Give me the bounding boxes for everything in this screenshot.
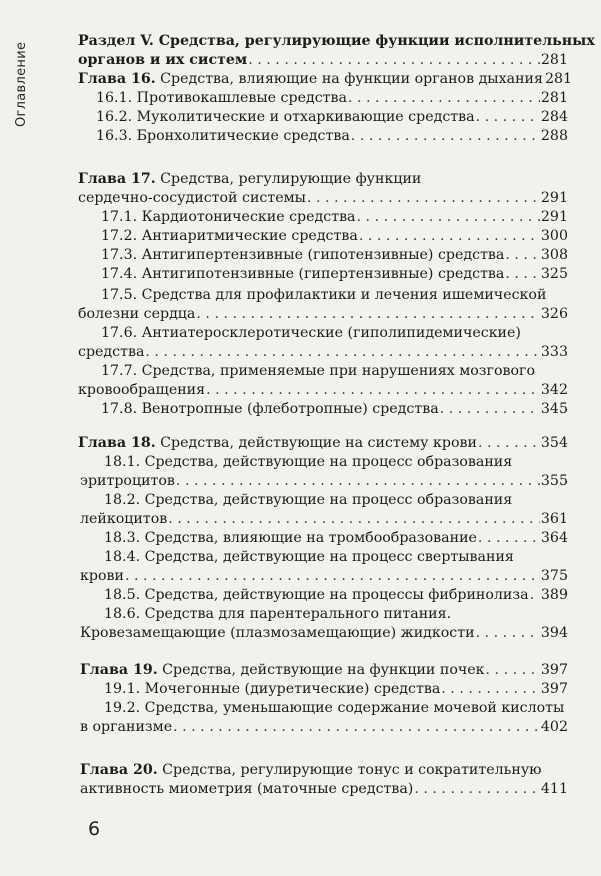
chapter-title-line <box>80 761 542 779</box>
page-ref: 284 <box>540 109 568 125</box>
section-entry <box>78 343 568 361</box>
leader-dots <box>348 89 540 107</box>
section-entry <box>96 127 568 145</box>
leader-dots <box>168 510 540 528</box>
section-entry <box>80 624 568 642</box>
chapter-title: Средства, действующие на функции почек <box>157 662 485 678</box>
page-ref: 288 <box>540 128 568 144</box>
page-ref: 375 <box>540 568 568 584</box>
section-entry <box>101 246 568 264</box>
leader-dots <box>176 472 540 490</box>
page-number: 6 <box>88 818 101 840</box>
leader-dots <box>505 265 540 283</box>
section-title: 19.2. Средства, уменьшающие содержание мочевой кислоты <box>104 700 565 716</box>
section-title: 18.5. Средства, действующие на процессы фибринолиза <box>104 587 529 603</box>
page-ref: 397 <box>540 681 568 697</box>
section-title-cont: эритроцитов <box>80 473 175 489</box>
section-title: 17.5. Средства для профилактики и лечения ишемической <box>101 287 547 303</box>
section-title: 18.2. Средства, действующие на процесс образования <box>104 492 513 508</box>
section-title: 17.4. Антигипотензивные (гипертензивные) средства <box>101 266 505 282</box>
section-title-cont: лейкоцитов <box>80 511 168 527</box>
page-ref: 364 <box>540 530 568 546</box>
chapter-entry <box>78 70 573 88</box>
page-ref: 411 <box>540 781 568 797</box>
section-entry <box>104 586 568 604</box>
section-title: 17.8. Венотропные (флеботропные) средства <box>101 401 439 417</box>
leader-dots <box>173 718 540 736</box>
page-ref: 389 <box>540 587 568 603</box>
page-ref: 325 <box>540 266 568 282</box>
section-title-cont: кровообращения <box>78 382 206 398</box>
leader-dots <box>145 343 540 361</box>
page-ref: 291 <box>540 209 568 225</box>
chapter-entry <box>78 434 568 452</box>
chapter-label: Глава 17. <box>78 171 156 187</box>
leader-dots <box>505 246 540 264</box>
section-entry <box>101 208 568 226</box>
leader-dots <box>351 127 540 145</box>
chapter-title-cont: сердечно-сосудистой системы <box>78 190 306 206</box>
section-title: 17.6. Антиатеросклеротические (гиполипидемические) <box>101 325 521 341</box>
page-ref: 394 <box>540 625 568 641</box>
section-entry <box>104 680 568 698</box>
leader-dots <box>307 189 540 207</box>
section-entry <box>101 400 568 418</box>
page-ref: 342 <box>540 382 568 398</box>
section-entry <box>80 472 568 490</box>
chapter-title: Средства, действующие на систему крови <box>155 435 477 451</box>
section-title: 18.4. Средства, действующие на процесс свертывания <box>104 549 514 565</box>
section-entry <box>78 381 568 399</box>
leader-dots <box>478 529 540 547</box>
page-ref: 355 <box>540 473 568 489</box>
leader-dots <box>530 586 540 604</box>
chapter-entry <box>78 189 568 207</box>
leader-dots <box>476 108 540 126</box>
chapter-entry <box>80 780 568 798</box>
leader-dots <box>486 661 540 679</box>
leader-dots <box>248 51 540 69</box>
leader-dots <box>476 624 540 642</box>
page-ref: 402 <box>540 719 568 735</box>
section-title: 18.1. Средства, действующие на процесс образования <box>104 454 513 470</box>
section-title-cont: болезни сердца <box>78 306 196 322</box>
chapter-entry <box>80 661 568 679</box>
chapter-title: Средства, влияющие на функции органов дыхания <box>155 71 543 87</box>
chapter-label: Глава 18. <box>78 435 156 451</box>
page-ref: 361 <box>540 511 568 527</box>
section-entry <box>80 567 568 585</box>
section-title: 17.7. Средства, применяемые при нарушениях мозгового <box>101 363 536 379</box>
page-ref: 281 <box>540 52 568 68</box>
section-title: 16.2. Муколитические и отхаркивающие средства <box>96 109 475 125</box>
chapter-label: Глава 16. <box>78 71 156 87</box>
section-title: 16.3. Бронхолитические средства <box>96 128 350 144</box>
chapter-title-line <box>78 170 421 188</box>
section-entry <box>96 108 568 126</box>
section-title: 18.6. Средства для парентерального питания. <box>104 606 452 622</box>
section-title: 18.3. Средства, влияющие на тромбообразование <box>104 530 477 546</box>
section-title: 16.1. Противокашлевые средства <box>96 90 347 106</box>
page-ref: 354 <box>540 435 568 451</box>
page-ref: 333 <box>540 344 568 360</box>
page-ref: 308 <box>540 247 568 263</box>
part-title: Раздел V. Средства, регулирующие функции исполнительных <box>78 33 595 49</box>
running-head: Оглавление <box>14 42 29 128</box>
section-entry <box>104 529 568 547</box>
section-title-cont: Кровезамещающие (плазмозамещающие) жидкости <box>80 625 475 641</box>
leader-dots <box>359 227 540 245</box>
chapter-title-cont: активность миометрия (маточные средства) <box>80 781 414 797</box>
leader-dots <box>125 567 540 585</box>
leader-dots <box>206 381 540 399</box>
leader-dots <box>414 780 540 798</box>
section-entry <box>101 265 568 283</box>
leader-dots <box>478 434 540 452</box>
section-title: 17.1. Кардиотонические средства <box>101 209 356 225</box>
chapter-title: Средства, регулирующие тонус и сократительную <box>157 762 542 778</box>
leader-dots <box>441 680 540 698</box>
section-entry <box>80 510 568 528</box>
leader-dots <box>357 208 540 226</box>
leader-dots <box>440 400 540 418</box>
section-entry <box>101 227 568 245</box>
section-entry <box>96 89 568 107</box>
section-entry <box>78 305 568 323</box>
part-title-cont: органов и их систем <box>78 52 248 68</box>
section-entry <box>80 718 568 736</box>
page-ref: 300 <box>540 228 568 244</box>
section-title-cont: крови <box>80 568 124 584</box>
chapter-title: Средства, регулирующие функции <box>155 171 422 187</box>
chapter-label: Глава 19. <box>80 662 158 678</box>
page-ref: 345 <box>540 401 568 417</box>
page-ref: 281 <box>544 71 573 87</box>
section-title: 17.3. Антигипертензивные (гипотензивные) средства <box>101 247 505 263</box>
section-title-cont: средства <box>78 344 145 360</box>
chapter-label: Глава 20. <box>80 762 158 778</box>
section-title-cont: в организме <box>80 719 173 735</box>
leader-dots <box>196 305 540 323</box>
section-title: 19.1. Мочегонные (диуретические) средства <box>104 681 441 697</box>
page-ref: 326 <box>540 306 568 322</box>
page-ref: 281 <box>540 90 568 106</box>
part-entry <box>78 51 568 69</box>
section-title: 17.2. Антиаритмические средства <box>101 228 358 244</box>
page-ref: 397 <box>540 662 568 678</box>
page-ref: 291 <box>540 190 568 206</box>
